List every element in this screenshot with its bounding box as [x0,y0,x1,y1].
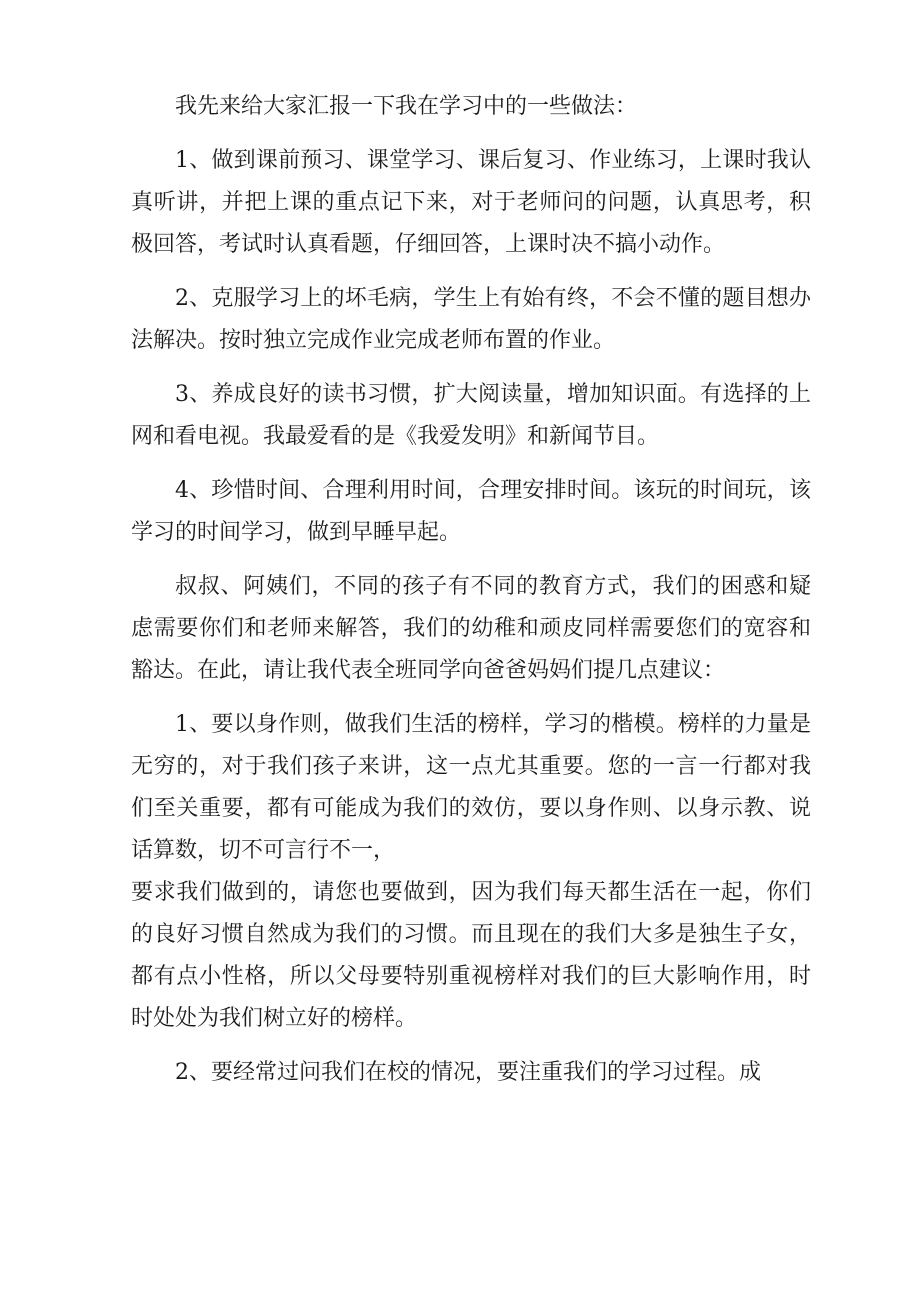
paragraph-suggestion-1: 1、要以身作则，做我们生活的榜样，学习的楷模。榜样的力量是无穷的，对于我们孩子来讲，这一点尤其重要。您的一言一行都对我们至关重要，都有可能成为我们的效仿，要以身作则、以身示教、说话算数，切不可言行不一， [131,712,811,863]
paragraph-study-point-1: 1、做到课前预习、课堂学习、课后复习、作业练习，上课时我认真听讲，并把上课的重点记下来，对于老师问的问题，认真思考，积极回答，考试时认真看题，仔细回答，上课时决不搞小动作。 [131,148,811,257]
paragraph-suggestion-2: 2、要经常过问我们在校的情况，要注重我们的学习过程。成 [175,1060,761,1085]
paragraph-intro: 我先来给大家汇报一下我在学习中的一些做法： [175,94,638,119]
paragraph-suggestion-1-continued: 要求我们做到的，请您也要做到，因为我们每天都生活在一起，你们的良好习惯自然成为我们的习惯。而且现在的我们大多是独生子女，都有点小性格，所以父母要特别重视榜样对我们的巨大影响作用，时时处处为我们树立好的榜样。 [131,880,811,1031]
paragraph-address-parents: 叔叔、阿姨们，不同的孩子有不同的教育方式，我们的困惑和疑虑需要你们和老师来解答，我们的幼稚和顽皮同样需要您们的宽容和豁达。在此，请让我代表全班同学向爸爸妈妈们提几点建议： [131,574,811,683]
paragraph-study-point-4: 4、珍惜时间、合理利用时间，合理安排时间。该玩的时间玩，该学习的时间学习，做到早睡早起。 [131,478,811,545]
paragraph-study-point-3: 3、养成良好的读书习惯，扩大阅读量，增加知识面。有选择的上网和看电视。我最爱看的是《我爱发明》和新闻节目。 [131,382,811,449]
paragraph-study-point-2: 2、克服学习上的坏毛病，学生上有始有终，不会不懂的题目想办法解决。按时独立完成作业完成老师布置的作业。 [131,286,811,353]
document-body [131,86,811,1106]
